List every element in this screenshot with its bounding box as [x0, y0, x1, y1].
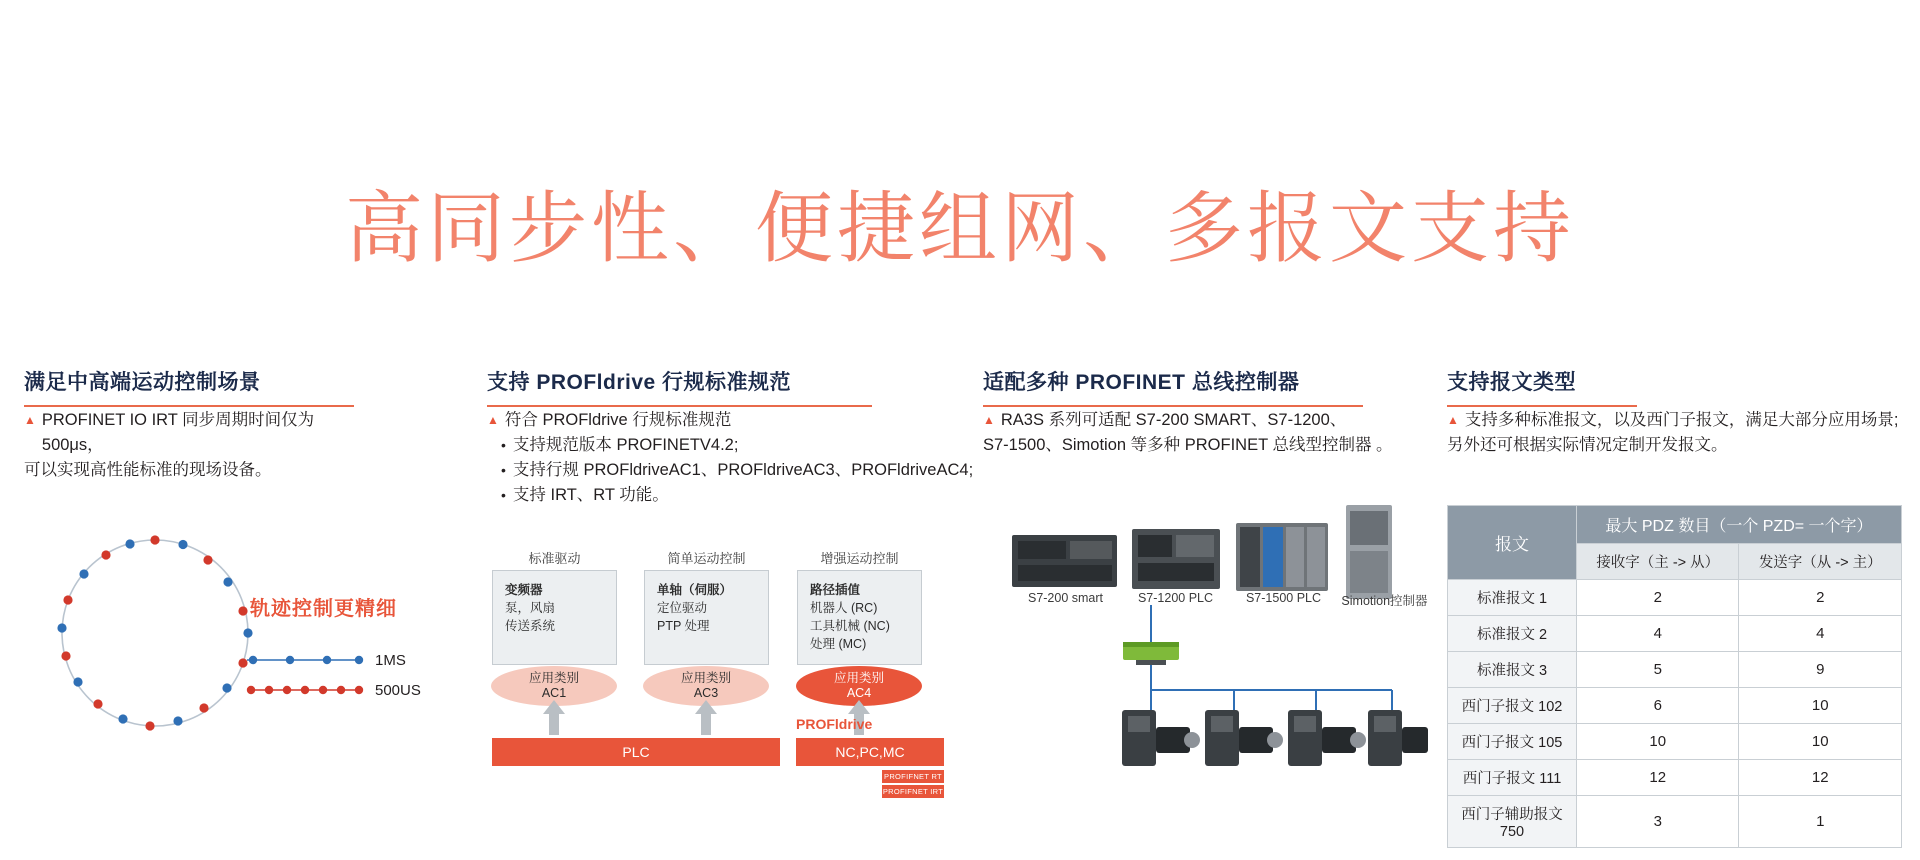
legend-line-red: [245, 683, 365, 697]
column-4-header: [1447, 366, 1637, 407]
bullet-text: S7-1500、Simotion 等多种 PROFINET 总线型控制器 。: [983, 436, 1393, 454]
bullet-dot-icon: •: [501, 462, 506, 478]
bullet-text: 另外还可根据实际情况定制开发报文。: [1447, 436, 1728, 454]
cell-send: 4: [1739, 616, 1902, 652]
header-telegram: 报文: [1448, 506, 1577, 580]
cell-recv: 2: [1577, 580, 1739, 616]
column-2-rule: [487, 405, 872, 407]
column-3-rule: [983, 405, 1363, 407]
header-send-words: 发送字（从 -> 主）: [1739, 544, 1902, 580]
column-2-header: [487, 366, 872, 407]
group-title-3: 增强运动控制: [820, 551, 899, 566]
group-box-3: [797, 570, 922, 665]
ellipse-line: 应用类别: [528, 671, 579, 685]
bullet-text: 支持多种标准报文，以及西门子报文，满足大部分应用场景;: [1464, 411, 1899, 429]
column-2-title: 支持 PROFldrive 行规标准规范: [487, 371, 792, 394]
group-box-2: [644, 570, 769, 665]
cell-recv: 10: [1577, 724, 1739, 760]
triangle-icon: ▲: [487, 413, 499, 427]
plc-network-svg: [1000, 505, 1430, 835]
badge-profinet-rt: PROFIFNET RT: [882, 770, 944, 783]
bullet-item: [1447, 433, 1917, 458]
legend-line-blue: [245, 653, 365, 667]
ellipse-line: 应用类别: [833, 671, 884, 685]
bullet-text: 符合 PROFldrive 行规标准规范: [504, 411, 732, 429]
bullet-dot-icon: •: [501, 437, 506, 453]
box-line: 处理 (MC): [810, 637, 867, 651]
triangle-icon: ▲: [24, 413, 36, 427]
page-title: 高同步性、便捷组网、多报文支持: [344, 184, 1575, 272]
plc-network-graphic: [1000, 505, 1430, 835]
table-body: [1448, 580, 1902, 848]
table-row: [1448, 652, 1902, 688]
trajectory-ring-graphic: [30, 508, 280, 758]
bullet-item: [983, 433, 1413, 458]
ellipse-line: AC4: [846, 686, 872, 700]
triangle-icon: ▲: [1447, 413, 1459, 427]
cell-name: 西门子报文 105: [1448, 724, 1577, 760]
arrow-up-2: [695, 700, 717, 714]
bullet-text: 支持行规 PROFldriveAC1、PROFldriveAC3、PROFldriveAC4;: [512, 461, 974, 479]
cell-name: 西门子报文 102: [1448, 688, 1577, 724]
legend-label: 1MS: [375, 651, 406, 669]
cell-recv: 12: [1577, 760, 1739, 796]
cell-name: 西门子辅助报文 750: [1448, 796, 1577, 848]
cell-send: 2: [1739, 580, 1902, 616]
device-label-simotion: Simotion控制器: [1341, 594, 1428, 608]
bullet-text: RA3S 系列可适配 S7-200 SMART、S7-1200、: [1000, 411, 1347, 429]
column-1-header: [24, 366, 354, 407]
arrow-stem-2: [701, 713, 711, 735]
bullet-text: 可以实现高性能标准的现场设备。: [24, 461, 272, 479]
cell-recv: 4: [1577, 616, 1739, 652]
box-line: 单轴（伺服）: [657, 583, 733, 597]
bullet-text: 支持 IRT、RT 功能。: [512, 486, 669, 504]
legend-item-500us: [245, 675, 421, 705]
trajectory-caption: 轨迹控制更精细: [250, 598, 397, 620]
box-line: PTP 处理: [657, 619, 710, 633]
profidrive-label: PROFldrive: [796, 716, 873, 732]
table-row: [1448, 688, 1902, 724]
badge-profinet-irt: PROFIFNET IRT: [882, 787, 944, 796]
column-4-title: 支持报文类型: [1447, 371, 1576, 394]
column-1-bullets: [24, 408, 369, 483]
cell-send: 10: [1739, 688, 1902, 724]
column-4-bullets: [1447, 408, 1917, 458]
column-3-header: [983, 366, 1363, 407]
group-title-2: 简单运动控制: [667, 551, 746, 566]
bullet-item: [487, 433, 977, 458]
cell-send: 9: [1739, 652, 1902, 688]
bullet-item: [487, 483, 977, 508]
header-receive-words: 接收字（主 -> 从）: [1577, 544, 1739, 580]
table-header-row-1: [1448, 506, 1902, 544]
arrow-stem-1: [549, 713, 559, 735]
table-row: [1448, 580, 1902, 616]
legend-label: 500US: [375, 681, 421, 699]
cell-recv: 6: [1577, 688, 1739, 724]
bullet-item: [487, 408, 977, 433]
bullet-item: [487, 458, 977, 483]
cell-send: 12: [1739, 760, 1902, 796]
arrow-up-1: [543, 700, 565, 714]
box-line: 定位驱动: [657, 601, 708, 615]
ellipse-line: 应用类别: [680, 671, 731, 685]
bullet-dot-icon: •: [501, 487, 506, 503]
box-line: 传送系统: [505, 619, 556, 633]
column-1-title: 满足中高端运动控制场景: [24, 371, 261, 394]
bullet-text: PROFINET IO IRT 同步周期时间仅为 500μs，: [41, 411, 315, 454]
arrow-up-3: [848, 700, 870, 714]
cell-recv: 3: [1577, 796, 1739, 848]
bullet-item: [24, 458, 369, 483]
profidrive-diagram: [487, 548, 952, 813]
header-pdz-group: 最大 PDZ 数目（一个 PZD= 一个字）: [1577, 506, 1902, 544]
table-row: [1448, 724, 1902, 760]
cell-name: 西门子报文 111: [1448, 760, 1577, 796]
cell-recv: 5: [1577, 652, 1739, 688]
bullet-text: 支持规范版本 PROFINETV4.2;: [512, 436, 739, 454]
table-row: [1448, 760, 1902, 796]
triangle-icon: ▲: [983, 413, 995, 427]
table-row: [1448, 616, 1902, 652]
cell-send: 1: [1739, 796, 1902, 848]
column-4-rule: [1447, 405, 1637, 407]
group-title-1: 标准驱动: [528, 551, 581, 566]
group-box-1: [492, 570, 617, 665]
table-head: [1448, 506, 1902, 580]
ellipse-line: AC1: [541, 686, 567, 700]
bullet-item: [24, 408, 369, 458]
bullet-item: [1447, 408, 1917, 433]
table-row: [1448, 796, 1902, 848]
legend: [245, 645, 421, 705]
column-2-bullets: [487, 408, 977, 508]
bar-plc: PLC: [492, 738, 780, 766]
column-3-bullets: [983, 408, 1413, 458]
cell-send: 10: [1739, 724, 1902, 760]
cell-name: 标准报文 1: [1448, 580, 1577, 616]
column-1-rule: [24, 405, 354, 407]
box-line: 机器人 (RC): [810, 601, 878, 615]
cell-name: 标准报文 2: [1448, 616, 1577, 652]
box-line: 泵，风扇: [505, 601, 556, 615]
box-line: 路径插值: [810, 583, 861, 597]
device-label-s7-1200: S7-1200 PLC: [1137, 591, 1214, 605]
bar-nc-pc-mc: NC,PC,MC: [796, 738, 944, 766]
legend-item-1ms: [245, 645, 421, 675]
bullet-item: [983, 408, 1413, 433]
device-label-s7-1500: S7-1500 PLC: [1245, 591, 1322, 605]
ring-svg: [30, 508, 280, 758]
cell-name: 标准报文 3: [1448, 652, 1577, 688]
telegram-table: [1447, 505, 1902, 848]
column-3-title: 适配多种 PROFINET 总线控制器: [983, 371, 1300, 394]
ellipse-line: AC3: [693, 686, 719, 700]
box-line: 变频器: [505, 583, 543, 597]
box-line: 工具机械 (NC): [810, 619, 890, 633]
device-label-s7-200: S7-200 smart: [1027, 591, 1104, 605]
